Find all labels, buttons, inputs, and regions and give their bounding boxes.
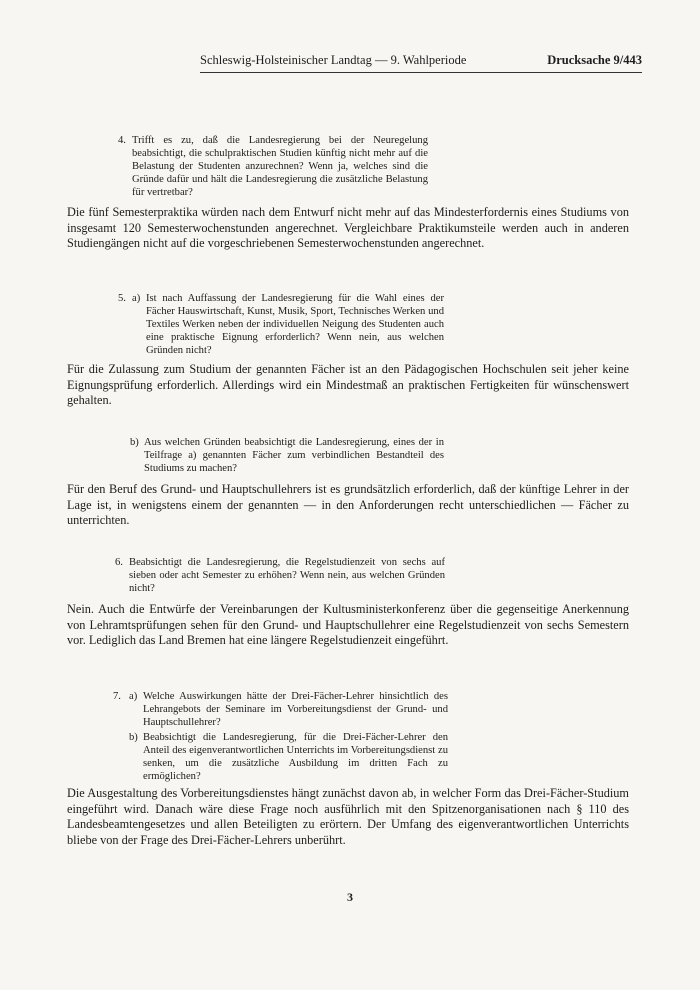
- page-header: [200, 53, 642, 73]
- sub-question-label: b): [130, 437, 139, 448]
- question-4: [118, 134, 428, 199]
- question-7: [113, 690, 448, 783]
- question-7b: [129, 731, 448, 783]
- question-number: 4.: [118, 135, 126, 146]
- question-text: Welche Auswirkungen hätte der Drei-Fächer-Lehrer hinsichtlich des Lehrangebots der Seminare im Vorbereitungsdienst der Grund- und Hauptschullehrer?: [143, 691, 448, 728]
- parliament-title: Schleswig-Holsteinischer Landtag — 9. Wahlperiode: [200, 53, 467, 67]
- page-number: 3: [347, 890, 353, 904]
- question-text: Beabsichtigt die Landesregierung, für die Drei-Fächer-Lehrer den Anteil des eigenverantwortlichen Unterrichts im Vorbereitungsdienst zu senken, um die zusätzliche Ausbildung im dritten Fach zu ermöglichen?: [143, 732, 448, 782]
- sub-question-label: a): [132, 293, 141, 304]
- question-5a: [118, 292, 444, 357]
- question-text: Beabsichtigt die Landesregierung, die Regelstudienzeit von sechs auf sieben oder acht Semester zu erhöhen? Wenn nein, aus welchen Gründen nicht?: [129, 557, 445, 594]
- question-number: 6.: [115, 557, 123, 568]
- answer-6: Nein. Auch die Entwürfe der Vereinbarungen der Kultusministerkonferenz über die gegenseitige Anerkennung von Lehramtsprüfungen sehen für den Grund- und Hauptschullehrer eine Regelstudienzeit von sechs Semestern vor. Lediglich das Land Bremen hat eine längere Regelstudienzeit eingeführt.: [67, 602, 629, 648]
- sub-question-label: a): [129, 691, 138, 702]
- answer-7: Die Ausgestaltung des Vorbereitungsdienstes hängt zunächst davon ab, in welcher Form das Drei-Fächer-Studium eingeführt wird. Danach wäre diese Frage noch ausführlich mit den Spitzenorganisationen nach § 110 des Landesbeamtengesetzes und allen Beteiligten zu erörtern. Der Umfang des eigenverantwortlichen Unterrichts bliebe von der Frage des Drei-Fächer-Lehrers unberührt.: [67, 786, 629, 847]
- question-text: Trifft es zu, daß die Landesregierung bei der Neuregelung beabsichtigt, die schulpraktischen Studien künftig nicht mehr auf die Belastung der Studenten anzurechnen? Wenn ja, welches sind die Gründe dafür und hält die Landesregierung die zusätzliche Belastung für vertretbar?: [132, 135, 428, 198]
- sub-question-label: b): [129, 732, 138, 743]
- question-7a: [129, 690, 448, 729]
- print-number: Drucksache 9/443: [547, 53, 642, 67]
- answer-5b: Für den Beruf des Grund- und Hauptschullehrers ist es grundsätzlich erforderlich, daß der künftige Lehrer in der Lage ist, in wenigstens einem der genannten — in den Anforderungen recht unterschiedlichen — Fächer zu unterrichten.: [67, 482, 629, 528]
- question-number: 7.: [113, 691, 121, 702]
- question-number: 5.: [118, 293, 126, 304]
- question-6: [115, 556, 445, 595]
- question-text: Ist nach Auffassung der Landesregierung für die Wahl eines der Fächer Hauswirtschaft, Kunst, Musik, Sport, Technisches Werken und Textiles Werken neben der individuellen Neigung des Studenten auch eine praktische Eignung erforderlich? Wenn nein, aus welchen Gründen nicht?: [146, 293, 444, 356]
- answer-5a: Für die Zulassung zum Studium der genannten Fächer ist an den Pädagogischen Hochschulen seit jeher keine Eignungsprüfung erforderlich. Allerdings wird ein Mindestmaß an praktischen Fertigkeiten für wünschenswert gehalten.: [67, 362, 629, 408]
- answer-4: Die fünf Semesterpraktika würden nach dem Entwurf nicht mehr auf das Mindesterfordernis eines Studiums von insgesamt 120 Semesterwochenstunden angerechnet. Vergleichbare Praktikumsteile werden auch in anderen Studiengängen nicht auf die vorgeschriebenen Semesterwochenstunden angerechnet.: [67, 205, 629, 251]
- question-text: Aus welchen Gründen beabsichtigt die Landesregierung, eines der in Teilfrage a) genannten Fächer zum verbindlichen Bestandteil des Studiums zu machen?: [144, 437, 444, 474]
- question-5b: [130, 436, 444, 475]
